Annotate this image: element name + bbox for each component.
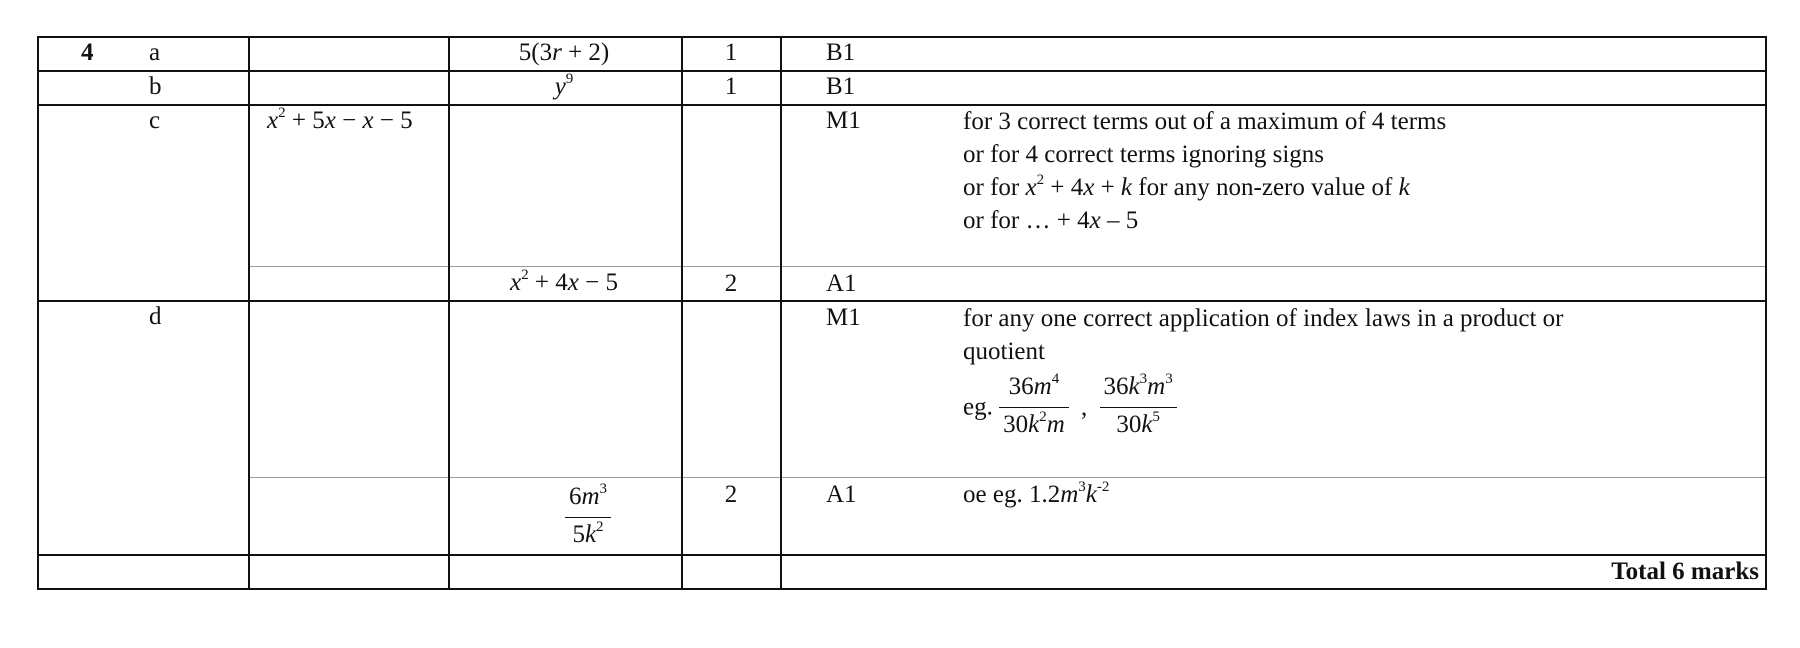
part-label-b: b [149,73,162,100]
column-divider [37,36,39,589]
mark-d: 2 [724,481,738,508]
mark-b: 1 [724,73,738,100]
answer-d: $\frac{6m^3}{5k^2}$ [565,482,611,553]
column-divider [248,36,250,589]
answer-a: 5(3r + 2) [518,39,610,66]
code-c-m1: M1 [826,107,861,134]
table-border-right [1765,36,1767,589]
column-divider [448,36,450,589]
table-border-top [37,36,1767,38]
working-c: $x^2 + 5x - x - 5$ [267,105,413,134]
example-fraction-1: $\frac{36m^4}{30k^2m}$ [999,372,1069,443]
row-divider [37,70,1767,72]
comment-c-line2: or for 4 correct terms ignoring signs [963,141,1325,168]
code-a: B1 [826,39,856,66]
comment-d-a1: oe eg. $1.2m^3k^{-2}$ [963,479,1110,508]
comment-d-line1: for any one correct application of index laws in a product or [963,305,1564,332]
column-divider [780,36,782,589]
code-b: B1 [826,73,856,100]
part-label-a: a [149,39,161,66]
code-c-a1: A1 [826,270,857,297]
part-label-d: d [149,303,162,330]
row-subdivider [248,266,1767,267]
mark-a: 1 [724,39,738,66]
comment-c-line3: or for $x^2 + 4x + k$ for any non-zero value of k [963,172,1410,201]
table-border-bottom [37,588,1767,590]
comment-c-line4: or for … + 4x – 5 [963,207,1139,234]
question-number: 4 [81,39,94,66]
mark-c: 2 [724,270,738,297]
total-marks: Total 6 marks [1611,558,1759,585]
mark-scheme-table [37,36,1767,612]
row-divider [37,554,1767,556]
answer-c: $x^2 + 4x - 5$ [510,267,618,296]
part-label-c: c [149,107,161,134]
code-d-a1: A1 [826,481,857,508]
comment-c-line1: for 3 correct terms out of a maximum of 4 terms [963,108,1447,135]
column-divider [681,36,683,589]
example-fraction-2: $\frac{36k^3m^3}{30k^5}$ [1100,372,1177,443]
comment-d-line2: quotient [963,338,1045,365]
index-law-examples: eg. $\frac{36m^4}{30k^2m}$ , $\frac{36k^3m^3}{30k^5}$ [963,372,1177,443]
code-d-m1: M1 [826,304,861,331]
answer-b: $y^9$ [554,71,574,100]
